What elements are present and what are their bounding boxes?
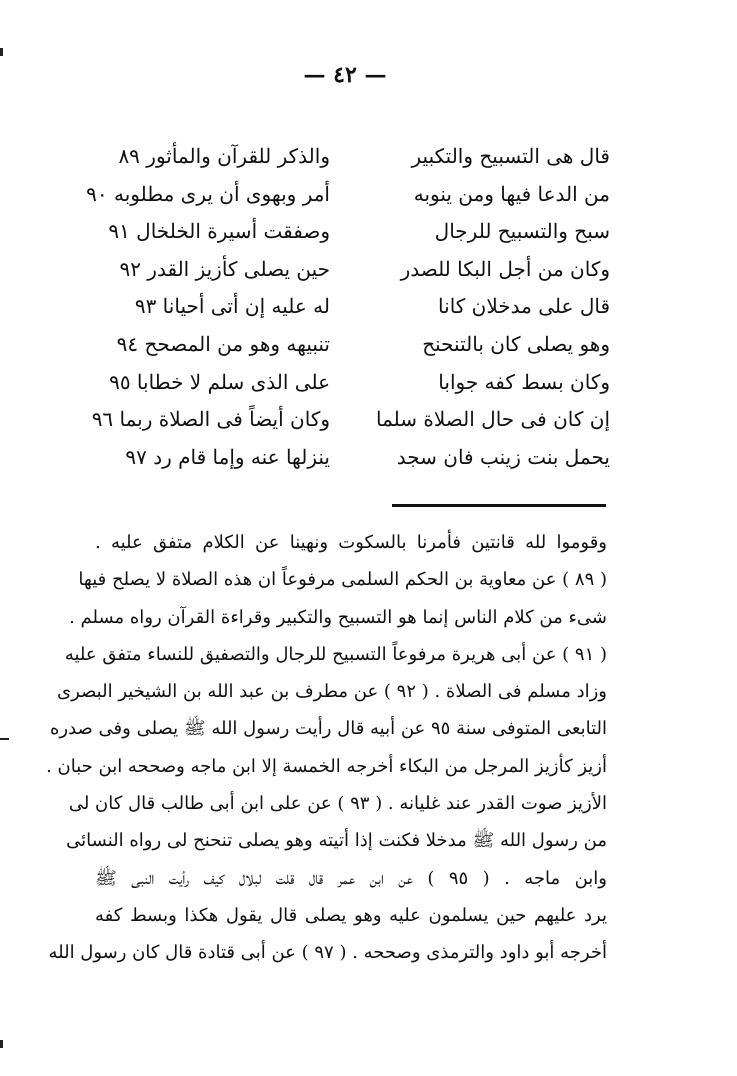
- verse-first-hemistich: وكان من أجل البكا للصدر: [400, 256, 610, 281]
- verse-line: [90, 213, 610, 251]
- verse-line: [90, 138, 610, 176]
- verse-second-hemistich: والذكر للقرآن والمأثور ٨٩: [118, 144, 330, 168]
- verse-first-hemistich: من الدعا فيها ومن ينوبه: [413, 181, 610, 206]
- verse-line: [90, 364, 610, 402]
- verse-first-hemistich: قال هى التسبيح والتكبير: [411, 144, 610, 168]
- footnotes: [46, 524, 607, 972]
- verse-line: [90, 251, 610, 289]
- verse-second-hemistich: له عليه إن أتى أحيانا ٩٣: [134, 294, 330, 319]
- verse-second-hemistich: حين يصلى كأزيز القدر ٩٢: [119, 256, 330, 281]
- footnote-line: أزيز كأزيز المرجل من البكاء أخرجه الخمسة إلا ابن ماجه وصححه ابن حبان .: [46, 755, 607, 777]
- verse-second-hemistich: وكان أيضاً فى الصلاة ربما ٩٦: [91, 407, 330, 432]
- footnote-line: يرد عليهم حين يسلمون عليه وهو يصلى قال يقول هكذا وبسط كفه: [95, 904, 607, 926]
- section-divider: [392, 504, 606, 507]
- verse-second-hemistich: على الذى سلم لا خطابا ٩٥: [109, 369, 330, 394]
- verse-line: [86, 176, 610, 214]
- verse-line: [90, 288, 610, 326]
- verse-first-hemistich: وهو يصلى كان بالتنحنح: [422, 331, 610, 356]
- poem-verses: [86, 138, 610, 476]
- verse-second-hemistich: وصفقت أسيرة الخلخال ٩١: [108, 219, 330, 244]
- footnote-line: الأزيز صوت القدر عند غليانه . ( ٩٣ ) عن على ابن أبى طالب قال كان لى: [68, 793, 607, 815]
- verse-first-hemistich: إن كان فى حال الصلاة سلما: [376, 407, 610, 432]
- verse-second-hemistich: ينزلها عنه وإما قام رد ٩٧: [125, 444, 330, 469]
- verse-first-hemistich: يحمل بنت زينب فان سجد: [396, 444, 610, 469]
- verse-second-hemistich: أمر وبهوى أن يرى مطلوبه ٩٠: [86, 181, 330, 206]
- verse-first-hemistich: قال على مدخلان كانا: [438, 294, 610, 319]
- verse-second-hemistich: تنبيهه وهو من المصحح ٩٤: [116, 331, 330, 356]
- footnote-line: التابعى المتوفى سنة ٩٥ عن أبيه قال رأيت رسول الله ﷺ يصلى وفى صدره: [49, 718, 607, 740]
- footnote-line: وقوموا لله قانتين فأمرنا بالسكوت ونهينا عن الكلام متفق عليه .: [95, 532, 607, 553]
- footnote-line: أخرجه أبو داود والترمذى وصححه . ( ٩٧ ) عن أبى قتادة قال كان رسول الله: [48, 942, 607, 964]
- verse-first-hemistich: وكان بسط كفه جوابا: [438, 369, 610, 394]
- footnote-line: ( ٨٩ ) عن معاوية بن الحكم السلمى مرفوعاً ان هذه الصلاة لا يصلح فيها: [78, 569, 607, 591]
- margin-mark: [0, 48, 3, 56]
- margin-mark: [0, 1040, 3, 1048]
- page-number: — ٤٢ —: [303, 62, 387, 88]
- verse-first-hemistich: سبح والتسبيح للرجال: [434, 219, 610, 244]
- verse-line: [90, 326, 610, 364]
- footnote-line: وابن ماجه . ( ٩٥ ) عن ابن عمر قال قلت لبلال كيف رأيت النبى ﷺ: [95, 867, 607, 889]
- footnote-line: شىء من كلام الناس إنما هو التسبيح والتكبير وقراءة القرآن رواه مسلم .: [69, 606, 607, 628]
- footnote-line: من رسول الله ﷺ مدخلا فكنت إذا أتيته وهو يصلى تنحنح لى رواه النسائى: [66, 830, 607, 852]
- margin-mark: [0, 738, 9, 740]
- footnote-line: ( ٩١ ) عن أبى هريرة مرفوعاً التسبيح للرجال والتصفيق للنساء متفق عليه: [64, 643, 607, 665]
- footnote-line: وزاد مسلم فى الصلاة . ( ٩٢ ) عن مطرف بن عبد الله بن الشيخير البصرى: [57, 681, 607, 703]
- verse-line: [90, 401, 610, 439]
- verse-line: [90, 439, 610, 477]
